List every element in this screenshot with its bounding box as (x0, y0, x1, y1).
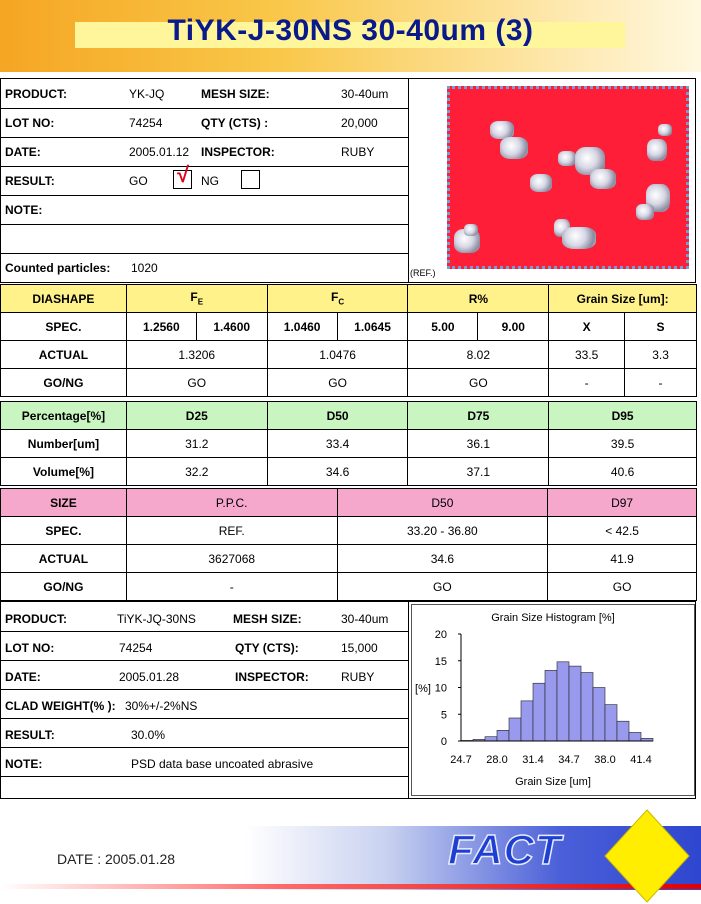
b-mesh-value: 30-40um (341, 612, 389, 626)
info2-row-note (1, 747, 408, 777)
b-date-value: 2005.01.28 (119, 670, 180, 684)
histogram-bar (593, 688, 605, 742)
y-axis-label: [%] (415, 683, 431, 695)
y-tick-label: 0 (440, 736, 447, 748)
number-row (1, 430, 697, 458)
note-label: NOTE: (5, 203, 43, 217)
mesh-value: 30-40um (341, 87, 389, 101)
particle (658, 124, 672, 136)
b-note-label: NOTE: (5, 757, 43, 771)
gong-cell: - (625, 369, 697, 397)
number-label: Number[um] (1, 430, 127, 458)
date-label: DATE: (5, 145, 41, 159)
ng-checkbox[interactable] (241, 170, 260, 189)
particle (590, 169, 616, 189)
number-cell: 33.4 (267, 430, 408, 458)
percentage-table (0, 401, 697, 486)
diashape-table (0, 284, 697, 397)
histogram-bar (497, 730, 509, 741)
y-tick-label: 20 (434, 629, 447, 641)
particle (464, 224, 478, 236)
histogram-bar (545, 670, 557, 741)
volume-cell: 34.6 (267, 458, 408, 486)
d75-header: D75 (408, 402, 549, 430)
particle (636, 204, 654, 220)
counted-label: Counted particles: (5, 261, 111, 275)
gong-cell: GO (408, 369, 549, 397)
info2-row-date (1, 660, 408, 690)
date-value: 2005.01.12 (129, 145, 190, 159)
ref-label: (REF.) (410, 268, 436, 278)
product-label: PRODUCT: (5, 87, 67, 101)
size-header-row (1, 489, 697, 517)
size-spec-label: SPEC. (1, 517, 127, 545)
size-gong-cell: GO (548, 573, 697, 601)
b-note-value: PSD data base uncoated abrasive (131, 757, 314, 771)
b-qty-value: 15,000 (341, 641, 378, 655)
fc-header: $F_C$ (267, 285, 408, 313)
size-header: SIZE (1, 489, 127, 517)
x-tick-label: 34.7 (558, 754, 580, 766)
grain-size-header: Grain Size [um]: (549, 285, 697, 313)
size-actual-cell: 41.9 (548, 545, 697, 573)
page-title: TiYK-J-30NS 30-40um (3) (167, 14, 534, 47)
actual-cell: 1.3206 (126, 341, 267, 369)
y-tick-label: 15 (434, 655, 447, 668)
result-label: RESULT: (5, 174, 55, 188)
size-spec-cell: 33.20 - 36.80 (337, 517, 548, 545)
particle (530, 174, 552, 192)
info-row-product (1, 79, 408, 109)
particle (558, 151, 576, 166)
b-lot-value: 74254 (119, 641, 153, 655)
info-row-note (1, 195, 408, 225)
diashape-header-row (1, 285, 697, 313)
gong-cell: GO (126, 369, 267, 397)
inspector-label: INSPECTOR: (201, 145, 275, 159)
actual-cell: 33.5 (549, 341, 625, 369)
x-axis-label: Grain Size [um] (515, 776, 591, 788)
size-actual-row (1, 545, 697, 573)
b-inspector-value: RUBY (341, 670, 375, 684)
lot-label: LOT NO: (5, 116, 55, 130)
fe-header: $F_E$ (126, 285, 267, 313)
actual-cell: 1.0476 (267, 341, 408, 369)
x-ticks (450, 754, 651, 766)
histogram-bar (581, 673, 593, 741)
bottom-info-panel (0, 601, 409, 799)
actual-label: ACTUAL (1, 341, 127, 369)
actual-cell: 8.02 (408, 341, 549, 369)
histogram-bar (509, 718, 521, 741)
y-ticks (435, 629, 461, 748)
clad-value: 30%+/-2%NS (125, 699, 198, 713)
lot-value: 74254 (129, 116, 163, 130)
spec-cell: S (625, 313, 697, 341)
b-qty-label: QTY (CTS): (235, 641, 299, 655)
size-spec-row (1, 517, 697, 545)
x-tick-label: 41.4 (630, 754, 652, 766)
histogram-bar (557, 662, 569, 741)
info-row-lot (1, 108, 408, 138)
b-inspector-label: INSPECTOR: (235, 670, 309, 684)
gong-label: GO/NG (1, 369, 127, 397)
b-mesh-label: MESH SIZE: (233, 612, 302, 626)
spec-cell: 1.0460 (267, 313, 337, 341)
diamond-logo-icon (603, 808, 691, 904)
b-product-label: PRODUCT: (5, 612, 67, 626)
ng-label: NG (201, 174, 219, 188)
number-cell: 39.5 (549, 430, 697, 458)
chart-title: Grain Size Histogram [%] (491, 612, 615, 624)
histogram-bar (629, 732, 641, 741)
info-row-date (1, 137, 408, 167)
size-actual-cell: 34.6 (337, 545, 548, 573)
b-lot-label: LOT NO: (5, 641, 55, 655)
info2-row-product (1, 602, 408, 632)
ppc-header: P.P.C. (126, 489, 337, 517)
d50-header: D50 (267, 402, 408, 430)
size-spec-cell: REF. (126, 517, 337, 545)
volume-row (1, 458, 697, 486)
info-row-note-blank (1, 224, 408, 254)
histogram-chart (411, 604, 695, 796)
spec-cell: X (549, 313, 625, 341)
spec-cell: 1.0645 (337, 313, 408, 341)
histogram-bar (485, 737, 497, 741)
histogram-bar (533, 683, 545, 741)
top-info-panel (0, 78, 409, 283)
number-cell: 31.2 (126, 430, 267, 458)
qty-label: QTY (CTS) : (201, 116, 269, 130)
percentage-header: Percentage[%] (1, 402, 127, 430)
volume-cell: 37.1 (408, 458, 549, 486)
x-tick-label: 24.7 (450, 754, 472, 766)
spec-cell: 1.4600 (196, 313, 267, 341)
info2-row-lot (1, 631, 408, 661)
particle-photo (447, 86, 689, 269)
volume-label: Volume[%] (1, 458, 127, 486)
histogram-bar (521, 701, 533, 741)
fact-logo: FACT (448, 826, 562, 873)
size-actual-label: ACTUAL (1, 545, 127, 573)
info2-row-clad (1, 689, 408, 719)
d95-header: D95 (549, 402, 697, 430)
spec-cell: 9.00 (478, 313, 549, 341)
d50-size-header: D50 (337, 489, 548, 517)
actual-cell: 3.3 (625, 341, 697, 369)
b-result-value: 30.0% (131, 728, 166, 742)
particle (500, 137, 528, 159)
counted-value: 1020 (131, 261, 158, 275)
number-cell: 36.1 (408, 430, 549, 458)
info-row-counted (1, 253, 408, 282)
d25-header: D25 (126, 402, 267, 430)
volume-cell: 32.2 (126, 458, 267, 486)
check-mark: √ (177, 162, 190, 187)
histogram-bar (569, 666, 581, 741)
go-label: GO (129, 174, 148, 188)
inspector-value: RUBY (341, 145, 375, 159)
diashape-header: DIASHAPE (1, 285, 127, 313)
y-tick-label: 5 (440, 709, 447, 722)
mesh-label: MESH SIZE: (201, 87, 270, 101)
d97-header: D97 (548, 489, 697, 517)
gong-row (1, 369, 697, 397)
spec-label: SPEC. (1, 313, 127, 341)
b-product-value: TiYK-JQ-30NS (117, 612, 196, 626)
info2-row-result (1, 718, 408, 748)
size-actual-cell: 3627068 (126, 545, 337, 573)
percentage-header-row (1, 402, 697, 430)
particle (562, 227, 596, 249)
b-result-label: RESULT: (5, 728, 55, 742)
qty-value: 20,000 (341, 116, 378, 130)
product-value: YK-JQ (129, 87, 165, 101)
size-gong-cell: GO (337, 573, 548, 601)
size-gong-label: GO/NG (1, 573, 127, 601)
spec-cell: 1.2560 (126, 313, 196, 341)
footer-date: DATE : 2005.01.28 (57, 851, 176, 867)
gong-cell: - (549, 369, 625, 397)
spec-row (1, 313, 697, 341)
size-gong-row (1, 573, 697, 601)
histogram-bar (605, 705, 617, 741)
size-gong-cell: - (126, 573, 337, 601)
spec-cell: 5.00 (408, 313, 478, 341)
particle (647, 139, 667, 161)
b-date-label: DATE: (5, 670, 41, 684)
volume-cell: 40.6 (549, 458, 697, 486)
gong-cell: GO (267, 369, 408, 397)
y-tick-label: 10 (434, 682, 447, 695)
info-row-result (1, 162, 408, 196)
x-tick-label: 38.0 (594, 754, 616, 766)
x-tick-label: 31.4 (522, 754, 544, 766)
r-header: R% (408, 285, 549, 313)
bars (461, 662, 653, 741)
size-spec-cell: < 42.5 (548, 517, 697, 545)
footer-red-line (0, 884, 701, 889)
histogram-bar (617, 721, 629, 741)
x-tick-label: 28.0 (486, 754, 508, 766)
actual-row (1, 341, 697, 369)
clad-label: CLAD WEIGHT(% ): (5, 699, 116, 713)
size-table (0, 488, 697, 601)
